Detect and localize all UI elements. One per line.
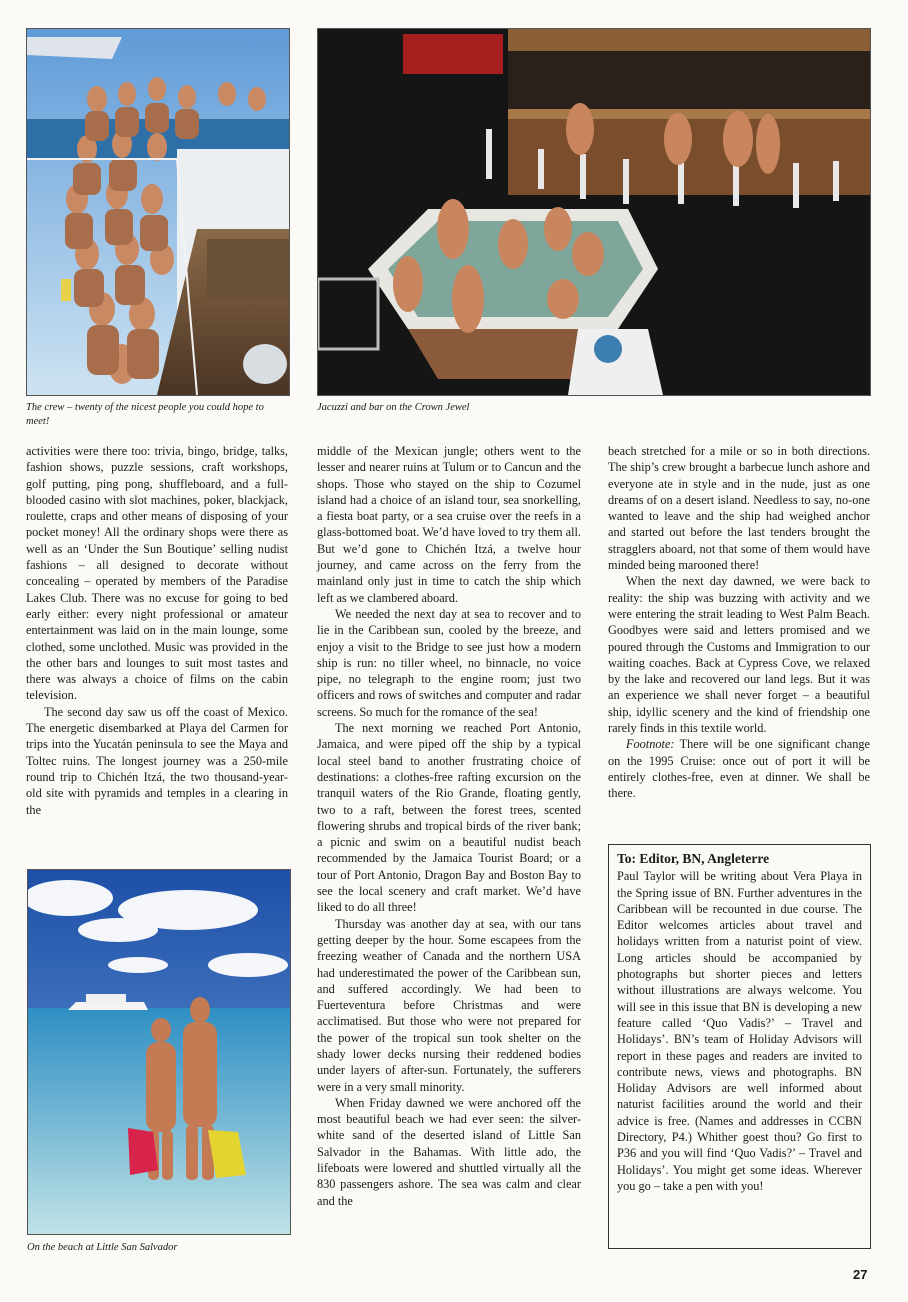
footnote-label: Footnote: (626, 737, 675, 752)
article-column-3 (608, 443, 870, 802)
crew-photo-caption: The crew – twenty of the nicest people you could hope to meet! (26, 402, 264, 427)
editor-box (608, 844, 871, 1249)
column1-paragraph: activities were there too: trivia, bingo, bridge, talks, fashion shows, puzzle sessions, craft workshops, golf putting, ping pong, shuffleboard, and a full-blooded casino with slot machines, poker, blackjack, roulette, craps and other means of disposing of your pocket money! All the ordinary shops were there as well as an ‘Under the Sun Boutique’ selling nudist fashions – all designed to decorate without concealing – operated by members of the Paradise Lakes Club. There was no excuse for going to bed early either: every night professional or amateur entertainment was laid on in the main lounge, some clothed, some unclothed. Music was provided in the the other bars and lounges to suit most tastes and there was always a choice of films on the cabin television. (26, 444, 288, 703)
page-number: 27 (853, 1267, 868, 1282)
column1-paragraph: The second day saw us off the coast of Mexico. The energetic disembarked at Playa del Carmen for trips into the Yucatán peninsula to see the Maya and Toltec ruins. The longest journey was a 250-mile round trip to Chichén Itzá, the two thousand-year-old site with pyramids and temples in a clearing in the (26, 704, 288, 817)
jacuzzi-photo (317, 28, 871, 396)
footnote (608, 736, 870, 801)
beach-photo (27, 869, 291, 1235)
article-column-1 (26, 443, 288, 818)
editor-box-body: Paul Taylor will be writing about Vera Playa in the Spring issue of BN. Further adventures in the Caribbean will be recounted in due course. The Editor welcomes articles about travel and holidays written from a naturist point of view. Long articles should be accompanied by photographs but shorter pieces and letters without illustrations are always welcome. You will see in this issue that BN is developing a new feature called ‘Quo Vadis?’ – Travel and Holidays’. BN’s team of Holiday Advisors will report in these pages and readers are invited to contribute news, views and photographs. BN Holiday Advisors are well informed about naturist facilities around the world and their advice is free. (Names and addresses in CCBN Directory, P4.) Whither goest thou? Go first to P36 and you will find ‘Quo Vadis?’ – Travel and Holidays’. You might get some ideas. Wherever you go – take a pen with you! (617, 869, 862, 1193)
column3-paragraph: beach stretched for a mile or so in both directions. The ship’s crew brought a barbecue lunch ashore and everyone ate in style and in the nude, just as one dreams of on a desert island. Needless to say, no-one wanted to leave and the ship had weighed anchor and started out before the last tenders brought the stragglers aboard, not that some of them would have minded being marooned there! (608, 444, 870, 573)
column3-paragraph: When the next day dawned, we were back to reality: the ship was buzzing with activity and we were entering the strait leading to West Palm Beach. Goodbyes were said and letters promised and we poured through the Customs and Immigration to our waiting coaches. Back at Cypress Cove, we relaxed by the lake and recovered our land legs. But it was an experience we shall never forget – a beautiful ship, idyllic scenery and the kind of friendship one rarely finds in this textile world. (608, 574, 870, 736)
column2-paragraph: We needed the next day at sea to recover and to lie in the Caribbean sun, cooled by the breeze, and enjoy a visit to the Bridge to see just how a modern ship is run: no tiller wheel, no binnacle, no voice pipe, no telegraph to the engine room; just two officers and rows of switches and computer and radar screens. So much for the romance of the sea! (317, 606, 581, 719)
article-column-2 (317, 443, 581, 1209)
editor-box-title: To: Editor, BN, Angleterre (617, 851, 770, 866)
jacuzzi-photo-caption: Jacuzzi and bar on the Crown Jewel (317, 402, 470, 413)
column2-paragraph: The next morning we reached Port Antonio, Jamaica, and were piped off the ship by a typical local steel band to another frustrating choice of destinations: a clothes-free rafting excursion on the tranquil waters of the Rio Grande, floating gently, two to a raft, between the forest trees, scented flowering shrubs and tropical birds of the river bank; a picnic and swim on a beautiful nudist beach recommended by the Jamaica Tourist Board; or a tour of Port Antonio, Dragon Bay and Boston Bay to see the local scenery and craft market. We’d have liked to do all three! (317, 721, 581, 915)
footnote-text: There will be one significant change on the 1995 Cruise: once out of port it will be entirely clothes-free, even at dinner. We shall be there. (608, 737, 870, 801)
column2-paragraph: middle of the Mexican jungle; others went to the lesser and nearer ruins at Tulum or to Cancun and the shops. Those who stayed on the ship to Cozumel island had a choice of an island tour, sea snorkelling, a fiesta boat party, or a sea cruise over the reefs in a glass-bottomed boat. We’d have loved to try them all. But we’d gone to Chichén Itzá, a twelve hour journey, and came across on the ferry from the mainland only just in time to catch the ship which left as we clambered aboard. (317, 444, 581, 605)
beach-photo-caption: On the beach at Little San Salvador (27, 1242, 178, 1253)
crew-photo (26, 28, 290, 396)
column2-paragraph: Thursday was another day at sea, with our tans getting deeper by the hour. Some escapees from the freezing weather of Canada and the northern USA had underestimated the power of the Caribbean sun, and suffered accordingly. We had been to Fuerteventura before Christmas and were acclimatised. But those who were not prepared for the power of the tropical sun took shelter on the shady lower decks nursing their reddened bodies under layers of after-sun. Fortunately, the sufferers were in a very small minority. (317, 916, 581, 1094)
column2-paragraph: When Friday dawned we were anchored off the most beautiful beach we had ever seen: the silver-white sand of the deserted island of Little San Salvador in the Bahamas. With little ado, the lifeboats were lowered and shuttled virtually all the 830 passengers ashore. The sea was calm and clear and the (317, 1095, 581, 1208)
